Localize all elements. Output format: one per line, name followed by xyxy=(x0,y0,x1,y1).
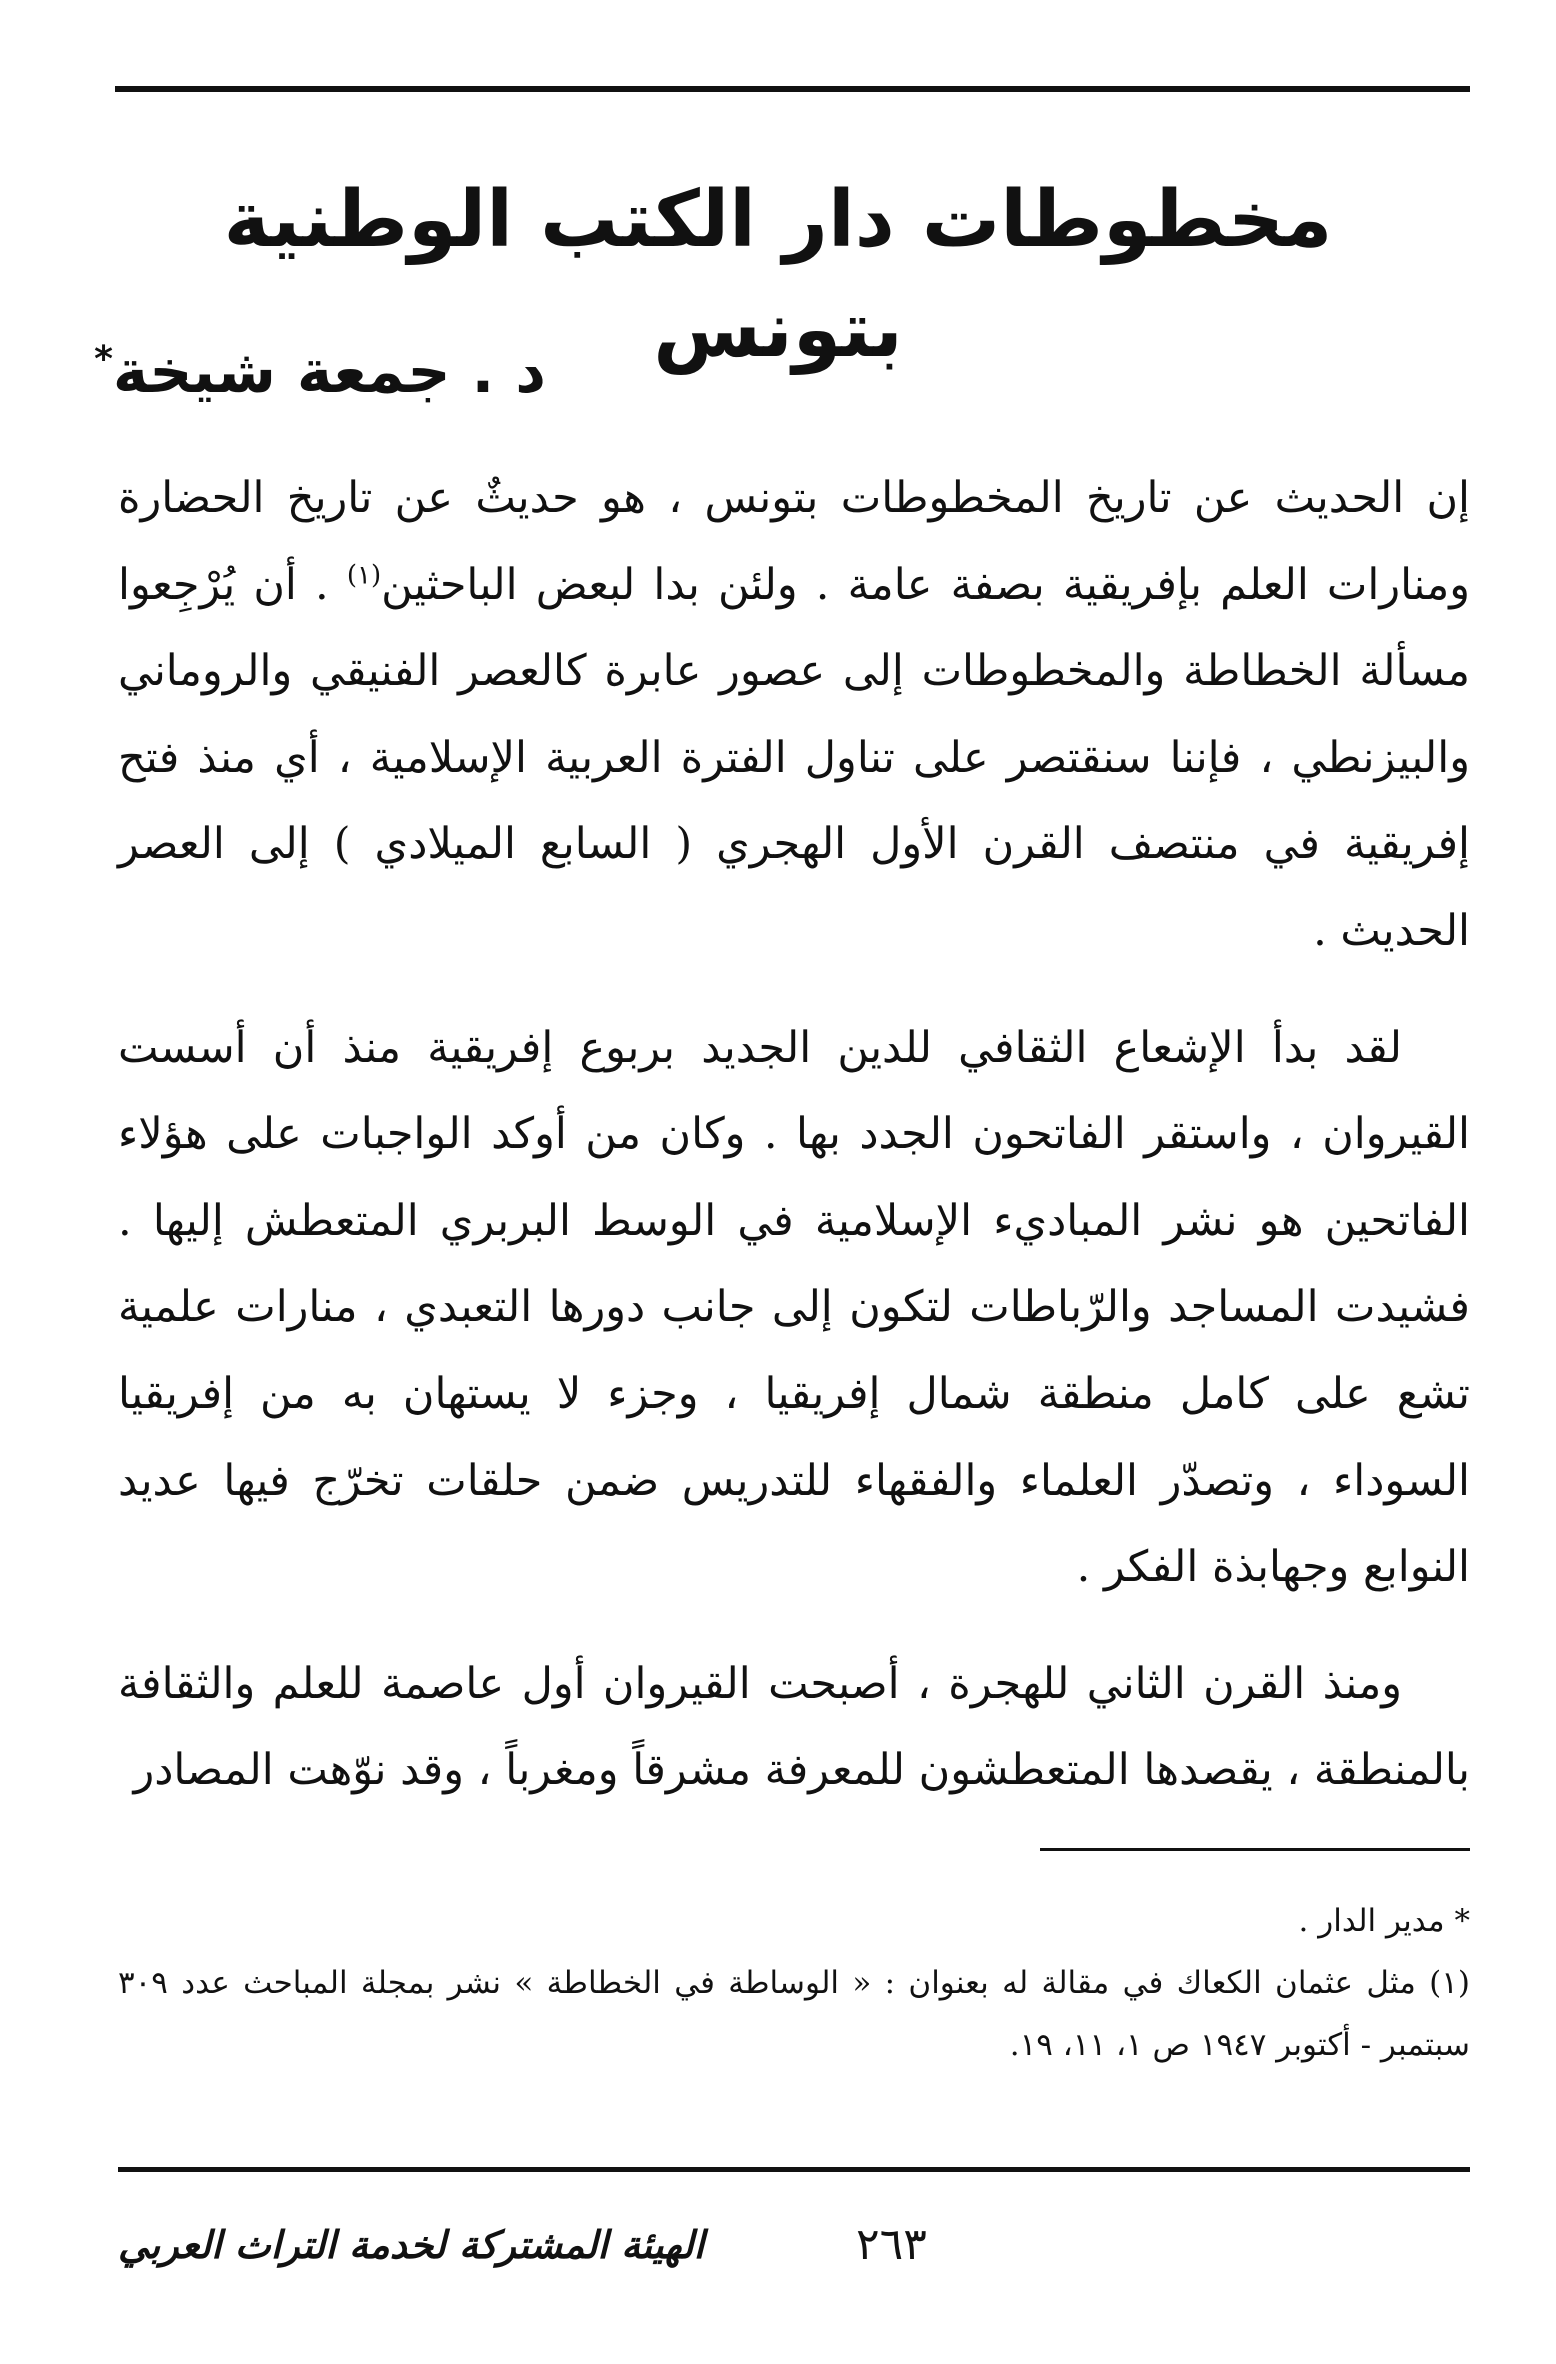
page-number: ٢٦٣ xyxy=(856,2219,927,2270)
article-body xyxy=(118,455,1470,1844)
footnote-ref-1: (١) xyxy=(346,560,382,591)
publisher-name: الهيئة المشتركة لخدمة التراث العربي xyxy=(118,2222,705,2267)
article-title: مخطوطات دار الكتب الوطنية بتونس xyxy=(223,175,1333,375)
paragraph-1-part-a: إن الحديث عن تاريخ المخطوطات بتونس ، هو حديثٌ عن تاريخ الحضارة ومنارات العلم بإفريقية بصفة عامة . ولئن بدا لبعض الباحثين xyxy=(118,473,1471,610)
footnote-1: (١) مثل عثمان الكعاك في مقالة له بعنوان : « الوساطة في الخطاطة » نشر بمجلة المباحث عدد ٣٠٩ سبتمبر - أكتوبر ١٩٤٧ ص ١، ١١، ١٩. xyxy=(118,1965,1470,2063)
author-footnote-marker: * xyxy=(94,339,113,380)
paragraph-1-part-b: . أن يُرْجِعوا مسألة الخطاطة والمخطوطات إلى عصور عابرة كالعصر الفنيقي والروماني والبيزنطي ، فإننا سنقتصر على تناول الفترة العربية الإسلامية ، أي منذ فتح إفريقية في منتصف القرن الأول الهجري ( السابع الميلادي ) إلى العصر الحديث . xyxy=(118,559,1470,956)
paragraph-3: ومنذ القرن الثاني للهجرة ، أصبحت القيروان أول عاصمة للعلم والثقافة بالمنطقة ، يقصدها المتعطشون للمعرفة مشرقاً ومغرباً ، وقد نوّهت المصادر xyxy=(118,1658,1470,1796)
footnote-separator xyxy=(1040,1848,1470,1851)
bottom-rule xyxy=(118,2167,1470,2172)
top-rule xyxy=(115,86,1470,92)
footnote-star: * مدير الدار . xyxy=(1298,1903,1470,1939)
author-line xyxy=(94,315,546,417)
paragraph-2: لقد بدأ الإشعاع الثقافي للدين الجديد بربوع إفريقية منذ أن أسست القيروان ، واستقر الفاتحون الجدد بها . وكان من أوكد الواجبات على هؤلاء الفاتحين هو نشر المباديء الإسلامية في الوسط البربري المتعطش إليها . فشيدت المساجد والرّباطات لتكون إلى جانب دورها التعبدي ، منارات علمية تشع على كامل منطقة شمال إفريقيا ، وجزء لا يستهان به من إفريقيا السوداء ، وتصدّر العلماء والفقهاء للتدريس ضمن حلقات تخرّج فيها عديد النوابع وجهابذة الفكر . xyxy=(118,1022,1470,1593)
page-footer xyxy=(118,2210,1470,2280)
footnotes xyxy=(118,1890,1470,2076)
paragraph-1 xyxy=(118,455,1470,975)
author-name: د . جمعة شيخة xyxy=(112,337,546,407)
